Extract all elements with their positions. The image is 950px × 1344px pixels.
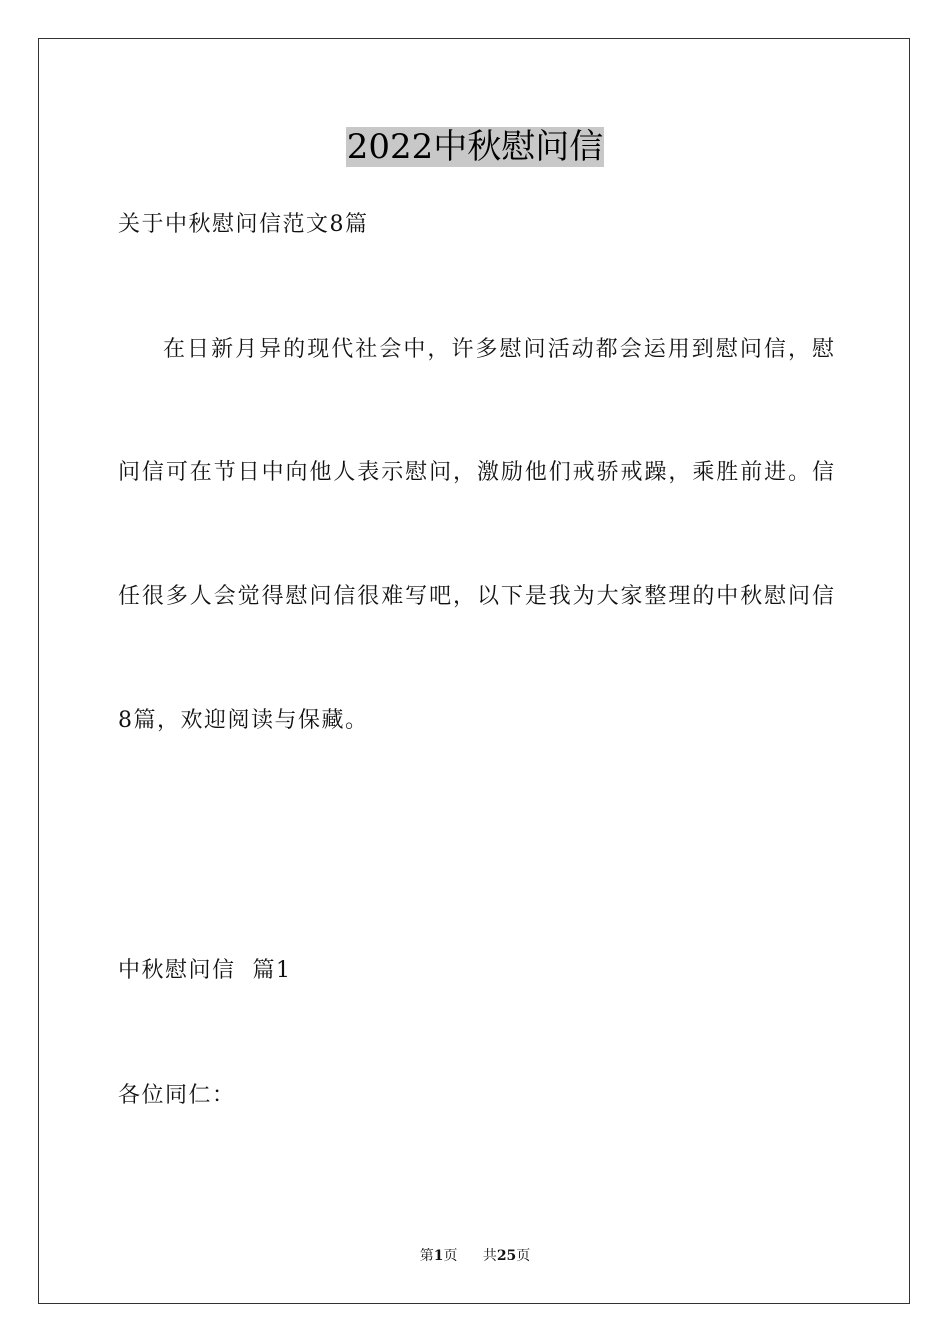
section-heading: 中秋慰问信 篇1 [118, 958, 292, 983]
footer-page-number: 1 [433, 1248, 444, 1264]
footer-total-pages: 25 [496, 1248, 517, 1264]
footer-page-prefix: 第 [419, 1248, 434, 1264]
salutation: 各位同仁： [118, 1083, 236, 1108]
document-subtitle: 关于中秋慰问信范文8篇 [118, 212, 369, 237]
intro-line-4: 8篇，欢迎阅读与保藏。 [118, 708, 369, 733]
intro-line-2: 问信可在节日中向他人表示慰问，激励他们戒骄戒躁，乘胜前进。信 [118, 460, 834, 485]
footer-page-suffix: 页 [443, 1248, 458, 1264]
title-container [0, 127, 950, 167]
intro-line-3: 任很多人会觉得慰问信很难写吧，以下是我为大家整理的中秋慰问信 [118, 584, 834, 609]
document-title: 2022中秋慰问信 [346, 127, 604, 167]
intro-line-1: 在日新月异的现代社会中，许多慰问活动都会运用到慰问信，慰 [163, 337, 834, 362]
footer-total-suffix: 页 [516, 1248, 531, 1264]
footer-total-prefix: 共 [482, 1248, 497, 1264]
page-footer [0, 1247, 950, 1265]
